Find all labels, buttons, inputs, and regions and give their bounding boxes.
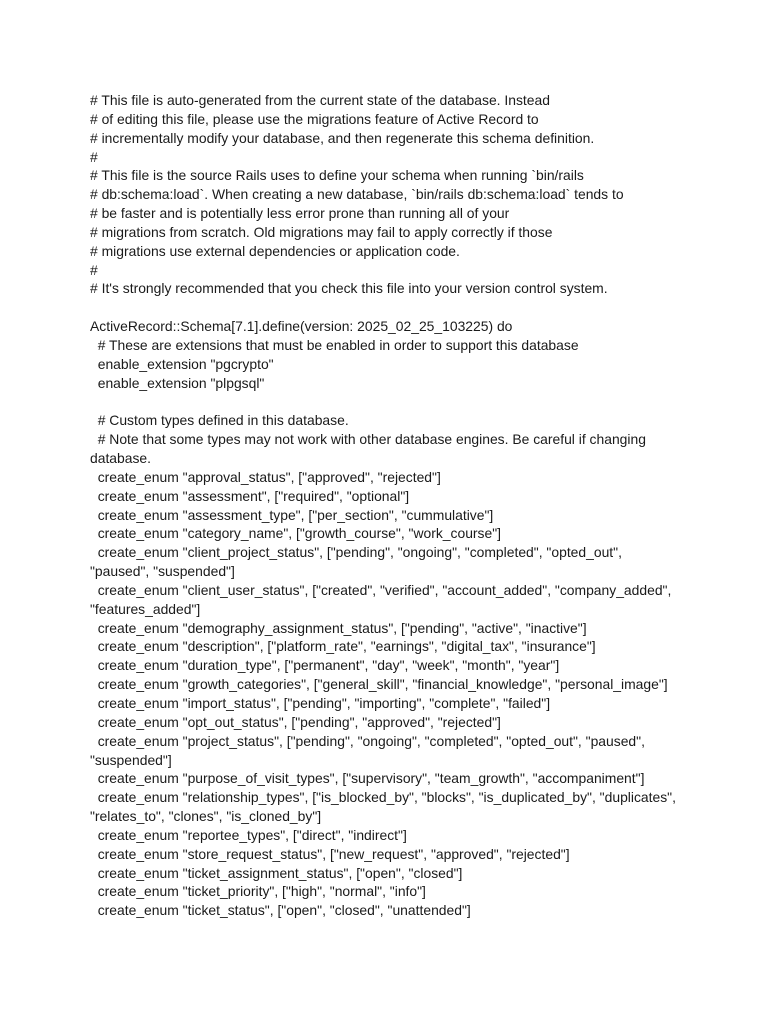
text-line: # (90, 148, 98, 165)
text-line: create_enum "assessment", ["required", "optional"] (90, 487, 410, 504)
text-line: # incrementally modify your database, and then regenerate this schema definition. (90, 129, 595, 146)
text-line: create_enum "ticket_assignment_status", ["open", "closed"] (90, 864, 463, 881)
text-line: create_enum "ticket_priority", ["high", "normal", "info"] (90, 883, 426, 900)
text-line: # It's strongly recommended that you check this file into your version control system. (90, 280, 608, 297)
text-line: # These are extensions that must be enabled in order to support this database (90, 336, 579, 353)
text-line: create_enum "relationship_types", ["is_blocked_by", "blocks", "is_duplicated_by", "duplicates", (90, 789, 676, 806)
text-line: create_enum "import_status", ["pending", "importing", "complete", "failed"] (90, 695, 551, 711)
text-line: create_enum "purpose_of_visit_types", ["supervisory", "team_growth", "accompaniment"] (90, 770, 645, 787)
text-line: create_enum "category_name", ["growth_course", "work_course"] (90, 525, 502, 542)
text-line: # This file is auto-generated from the current state of the database. Instead (90, 92, 550, 108)
text-line: # migrations from scratch. Old migrations may fail to apply correctly if those (90, 223, 553, 240)
text-line: # Custom types defined in this database. (90, 412, 349, 429)
text-line: create_enum "ticket_status", ["open", "closed", "unattended"] (90, 902, 471, 919)
text-line: # of editing this file, please use the migrations feature of Active Record to (90, 110, 539, 127)
text-line: create_enum "assessment_type", ["per_section", "cummulative"] (90, 506, 494, 523)
text-line: create_enum "project_status", ["pending", "ongoing", "completed", "opted_out", "paused", (90, 732, 645, 749)
text-line: create_enum "duration_type", ["permanent", "day", "week", "month", "year"] (90, 657, 560, 674)
text-line: # This file is the source Rails uses to define your schema when running `bin/rails (90, 167, 584, 184)
text-line: create_enum "growth_categories", ["general_skill", "financial_knowledge", "personal_image"] (90, 676, 668, 693)
text-line: create_enum "demography_assignment_status", ["pending", "active", "inactive"] (90, 619, 587, 636)
text-line: "suspended"] (90, 751, 172, 768)
text-line: database. (90, 450, 152, 467)
text-line: "paused", "suspended"] (90, 563, 235, 580)
text-line: create_enum "client_project_status", ["pending", "ongoing", "completed", "opted_out", (90, 544, 622, 561)
text-line: # Note that some types may not work with other database engines. Be careful if changing (90, 431, 646, 448)
text-line: enable_extension "plpgsql" (90, 374, 265, 391)
text-line: create_enum "approval_status", ["approved", "rejected"] (90, 468, 441, 485)
text-line: # db:schema:load`. When creating a new database, `bin/rails db:schema:load` tends to (90, 186, 624, 203)
text-line: create_enum "reportee_types", ["direct", "indirect"] (90, 826, 407, 843)
text-line: create_enum "opt_out_status", ["pending", "approved", "rejected"] (90, 713, 501, 730)
text-line: # be faster and is potentially less error prone than running all of your (90, 205, 510, 222)
blank-line (90, 393, 690, 412)
text-line: # (90, 261, 98, 278)
text-line: create_enum "client_user_status", ["created", "verified", "account_added", "company_added", (90, 581, 672, 598)
blank-line (90, 298, 690, 317)
text-line: enable_extension "pgcrypto" (90, 355, 274, 372)
text-line: "relates_to", "clones", "is_cloned_by"] (90, 808, 322, 825)
text-line: # migrations use external dependencies or application code. (90, 242, 460, 259)
text-line: ActiveRecord::Schema[7.1].define(version: 2025_02_25_103225) do (90, 318, 513, 335)
document-page (90, 91, 690, 920)
text-line: create_enum "store_request_status", ["new_request", "approved", "rejected"] (90, 845, 570, 862)
text-line: "features_added"] (90, 600, 201, 617)
text-line: create_enum "description", ["platform_rate", "earnings", "digital_tax", "insurance"] (90, 638, 596, 655)
